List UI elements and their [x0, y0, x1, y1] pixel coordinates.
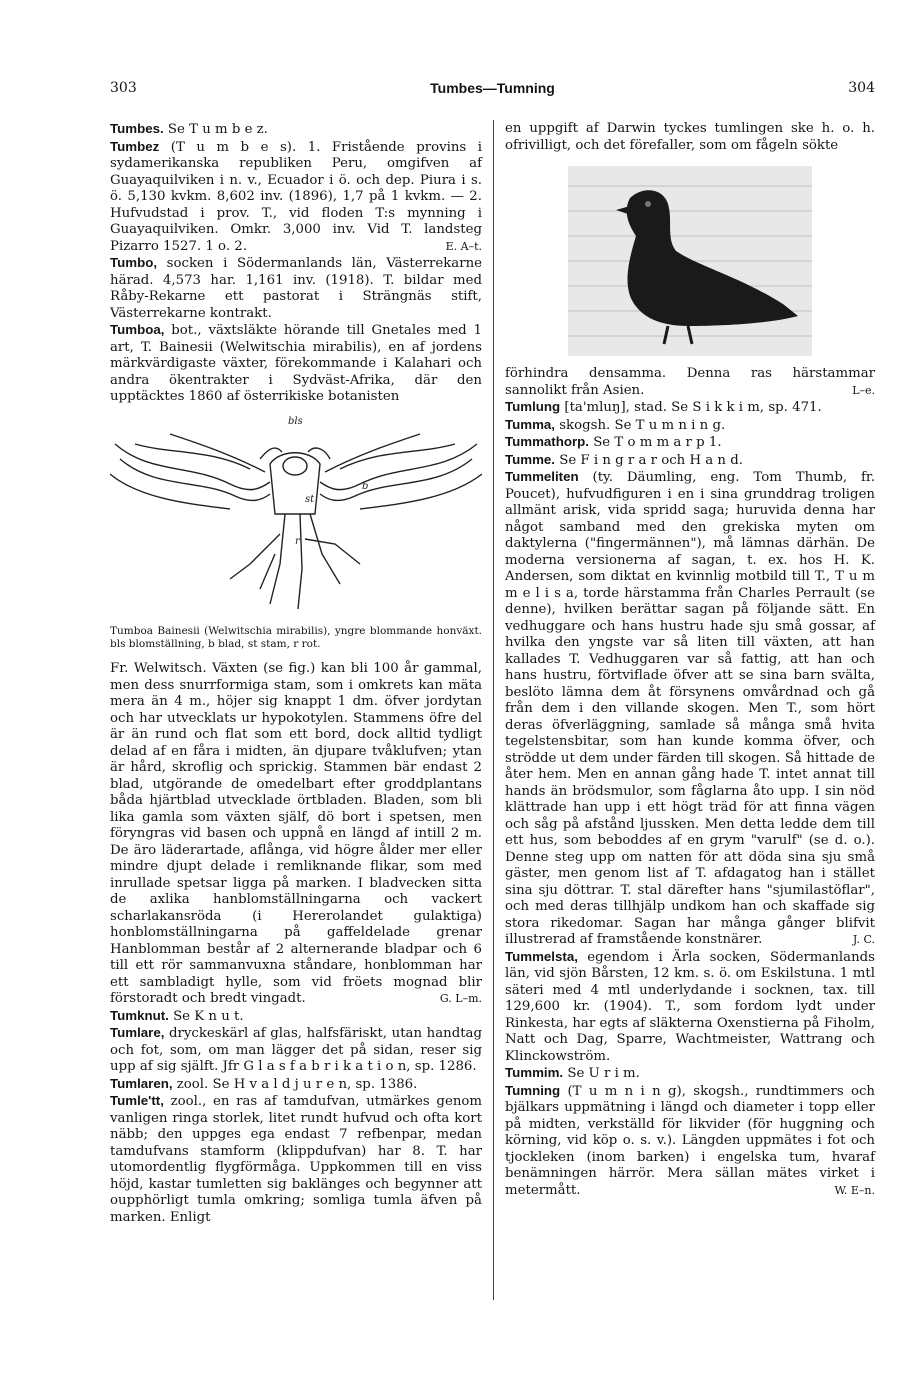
entry-text: Fr. Welwitsch. Växten (se fig.) kan bli 100 år gammal, men dess snurrformiga stam, som i omkrets kan mäta mera än 4 m., höjer sig knappt 1 dm. öfver jordytan och har utvecklats ur hypokotylen. Stammens öfre del är än rund och flat som ett bord, dock alltid tydligt delad af en fåra i midten, än djupare tvåklufven; ytan är hård, skroflig och sprickig. Stammen bär endast 2 blad, utgörande de omedelbart efter groddplantans båda hjärtblad utvecklade örtbladen. Bladen, som bli lika gamla som växten själf, dö bort i spetsen, men föryngras vid basen och uppnå en längd af intill 2 m. De äro läderartade, aflånga, vid högre ålder mer eller mindre djupt delade i remliknande flikar, som med inrullade spetsar ligga på marken. I bladvecken sitta de axlika hanblomställningarna och vackert scharlakansröda (i Hererolandet gulaktiga) honblomställningarna på gaffeldelade grenar Hanblomman består af 2 alternerande bladpar och 6 till ett rör sammanvuxna ståndare, honblomman har ett sambladigt hylle, som vid fröets mognad blir förstoradt och bredt vingadt.	[110, 661, 482, 1006]
dictionary-entry	[505, 452, 875, 470]
entry-text: socken i Södermanlands län, Västerrekarne härad. 4,573 har. 1,161 inv. (1918). T. bildar med Råby-Rekarne ett pastorat i Strängnäs stift, Västerrekarne kontrakt.	[110, 256, 482, 321]
entry-text: [ta'mluŋ], stad. Se S i k k i m, sp. 471.	[560, 400, 822, 415]
label-r: r	[295, 535, 300, 547]
entry-text: Se T o m m a r p 1.	[588, 435, 722, 450]
author-signature: G. L–m.	[439, 992, 482, 1005]
dictionary-entry	[110, 121, 482, 139]
entry-headword: Tumbo,	[110, 255, 158, 270]
author-signature: W. E–n.	[834, 1183, 875, 1197]
dictionary-entry	[110, 1008, 482, 1026]
entry-headword: Tummeliten	[505, 469, 579, 484]
dictionary-entry	[110, 661, 482, 1008]
page-header	[110, 80, 875, 104]
entry-text: Se T u m b e z.	[163, 122, 268, 137]
dictionary-entry	[505, 399, 875, 417]
entry-headword: Tumme.	[505, 451, 555, 467]
dictionary-entry	[505, 1083, 875, 1200]
dictionary-entry	[110, 322, 482, 406]
tumbler-pigeon-illustration	[568, 166, 812, 356]
dictionary-entry	[110, 139, 482, 256]
entry-text: (T u m n i n g), skogsh., rundtimmers och bjälkars uppmätning i längd och diameter i topp eller på midten, verkställd för likvider (för huggning och körning, vid köp o. s. v.). Längden uppmätes i fot och tjockleken (inom barken) i engelska tum, hvaraf benämningen härrör. Mera sällan mätes virket i metermått.	[505, 1083, 875, 1198]
dictionary-entry	[110, 1025, 482, 1076]
entry-text: zool. Se H v a l d j u r e n, sp. 1386.	[172, 1076, 418, 1092]
running-title: Tumbes—Tumning	[430, 80, 555, 96]
dictionary-entry	[505, 434, 875, 452]
entry-headword: Tumbez	[110, 138, 160, 154]
right-column	[505, 121, 875, 1199]
entry-text: skogsh. Se T u m n i n g.	[555, 417, 726, 433]
entry-headword: Tumbes.	[110, 121, 164, 136]
label-b: b	[362, 480, 369, 492]
entry-headword: Tumlung	[505, 399, 561, 414]
author-signature: L–e.	[852, 383, 875, 397]
entry-text: egendom i Ärla socken, Södermanlands län, vid sjön Bårsten, 12 km. s. ö. om Eskilstuna. 1 mtl säteri med 4 mtl underlydande i socknen, tax. till 129,600 kr. (1904). T., som fordom lydt under Rinkesta, har egts af släkterna Oxenstierna på Fiholm, Natt och Dag, Sparre, Wachtmeister, Wattrang och Klinckowström.	[505, 949, 875, 1064]
entry-headword: Tumma,	[505, 416, 555, 432]
entry-headword: Tummelsta,	[505, 948, 578, 964]
left-entries	[110, 121, 482, 406]
entry-text: dryckeskärl af glas, halfsfäriskt, utan handtag och fot, som, om man lägger det på sidan, reser sig upp af sig själft. Jfr G l a s f a b r i k a t i o n, sp. 1286.	[110, 1026, 482, 1074]
author-signature: J. C.	[852, 933, 875, 946]
entry-headword: Tumlare,	[110, 1025, 165, 1040]
entry-headword: Tumlaren,	[110, 1075, 173, 1091]
page-number-right: 304	[848, 80, 875, 96]
entry-headword: Tumle'tt,	[110, 1093, 164, 1108]
entry-headword: Tummim.	[505, 1065, 564, 1080]
entry-text: zool., en ras af tamdufvan, utmärkes genom vanligen ringa storlek, litet rundt hufvud och ofta kort näbb; den uppges ega endast 7 refbenpar, medan tamdufvans stamform (klippdufvan) har 8. T. har utomordentlig flygförmåga. Uppkommen till en viss höjd, kastar tumletten sig baklänges och begynner att oupphörligt tumla omkring; somliga tumla äfven på marken. Enligt	[110, 1094, 482, 1225]
dictionary-entry	[505, 417, 875, 435]
figure-caption: Tumboa Bainesii (Welwitschia mirabilis), yngre blommande honväxt. bls blomställning, b blad, st stam, r rot.	[110, 625, 482, 650]
welwitschia-figure	[110, 414, 482, 620]
dictionary-entry	[505, 1065, 875, 1083]
continued-paragraph: en uppgift af Darwin tyckes tumlingen ske h. o. h. ofrivilligt, och det förefaller, som om fågeln sökte	[505, 121, 875, 153]
entry-headword: Tumning	[505, 1082, 561, 1098]
entry-text: (T u m b e s). 1. Fristående provins i sydamerikanska republiken Peru, omgifven af Guayaquilviken i n. v., Ecuador i ö. och dep. Piura i s. ö. 5,130 kvkm. 8,602 inv. (1896), 1,7 på 1 kvkm. — 2. Hufvudstad i prov. T., vid floden T:s mynning i Guayaquilviken. Omkr. 3,000 inv. Vid T. landsteg Pizarro 1527. 1 o. 2.	[110, 139, 482, 254]
entry-text: Se F i n g r a r och H a n d.	[555, 452, 743, 468]
entry-text: (ty. Däumling, eng. Tom Thumb, fr. Poucet), hufvudfiguren i en i sina grunddrag troligen allmänt arisk, vida spridd saga; huruvida denna har något samband med den grekiska myten om daktylerna ("fingermännen"), må lämnas därhän. De moderna versionerna af sagan, t. ex. hos H. K. Andersen, som diktat en kvinnlig motbild till T., T u m m e l i s a, torde härstamma från Charles Perrault (se denne), hvilken berättar sagan på följande sätt. En vedhuggare och hans hustru hade sju små gossar, af hvilka den yngste var så liten till växten, att han kallades T. Vedhuggaren var så fattig, att han och hans hustru, förtviflade öfver att se sina barn svälta, beslöto lämna dem åt försynens omvårdnad och gå från dem i den villande skogen. Men T., som hört deras öfverläggning, samlade så många små hvita tegelstensbitar, som han kunde komma öfver, och strödde ut dem under färden till skogen. Så hittade de åter hem. Men en annan gång hade T. intet annat till hands än brödsmulor, som fåglarna åto upp. I sin nöd klättrade han upp i ett högt träd för att finna vägen och såg på afstånd ljussken. Men detta ledde dem till ett hus, som beboddes af en grym "varulf" (se d. o.). Denne steg upp om natten för att döda sina sju små gäster, men genom list af T. afdagatog han i stället sina sju döttrar. T. stal därefter hans "sjumilastöflar", och med deras tillhjälp undkom han och skaffade sig stora rikedomar. Sagan har många gånger blifvit illustrerad af framstående konstnärer.	[505, 470, 875, 947]
label-bls: bls	[288, 415, 303, 427]
page-number-left: 303	[110, 80, 137, 96]
right-entries	[505, 366, 875, 1199]
dictionary-entry	[505, 366, 875, 399]
author-signature: E. A–t.	[445, 239, 482, 253]
entry-text: Se K n u t.	[168, 1008, 244, 1024]
left-column	[110, 121, 482, 1226]
welwitschia-illustration	[110, 414, 482, 614]
entry-headword: Tumknut.	[110, 1007, 169, 1023]
dictionary-entry	[110, 255, 482, 322]
entry-headword: Tumboa,	[110, 322, 165, 337]
dictionary-entry	[505, 949, 875, 1066]
entry-text: Se U r i m.	[563, 1066, 640, 1081]
entry-headword: Tummathorp.	[505, 434, 589, 449]
column-divider	[493, 120, 494, 1300]
dictionary-entry	[110, 1076, 482, 1094]
entry-text: bot., växtsläkte hörande till Gnetales med 1 art, T. Bainesii (Welwitschia mirabilis), en af jordens märkvärdigaste växter, förekommande i Kalahari och andra ökentrakter i Sydväst-Afrika, där den upptäcktes 1860 af österrikiske botanisten	[110, 323, 482, 404]
entry-text: förhindra densamma. Denna ras härstammar sannolikt från Asien.	[505, 366, 875, 398]
left-entries-continued	[110, 661, 482, 1226]
dictionary-entry	[505, 469, 875, 949]
label-st: st	[305, 493, 315, 505]
dictionary-entry	[110, 1093, 482, 1226]
